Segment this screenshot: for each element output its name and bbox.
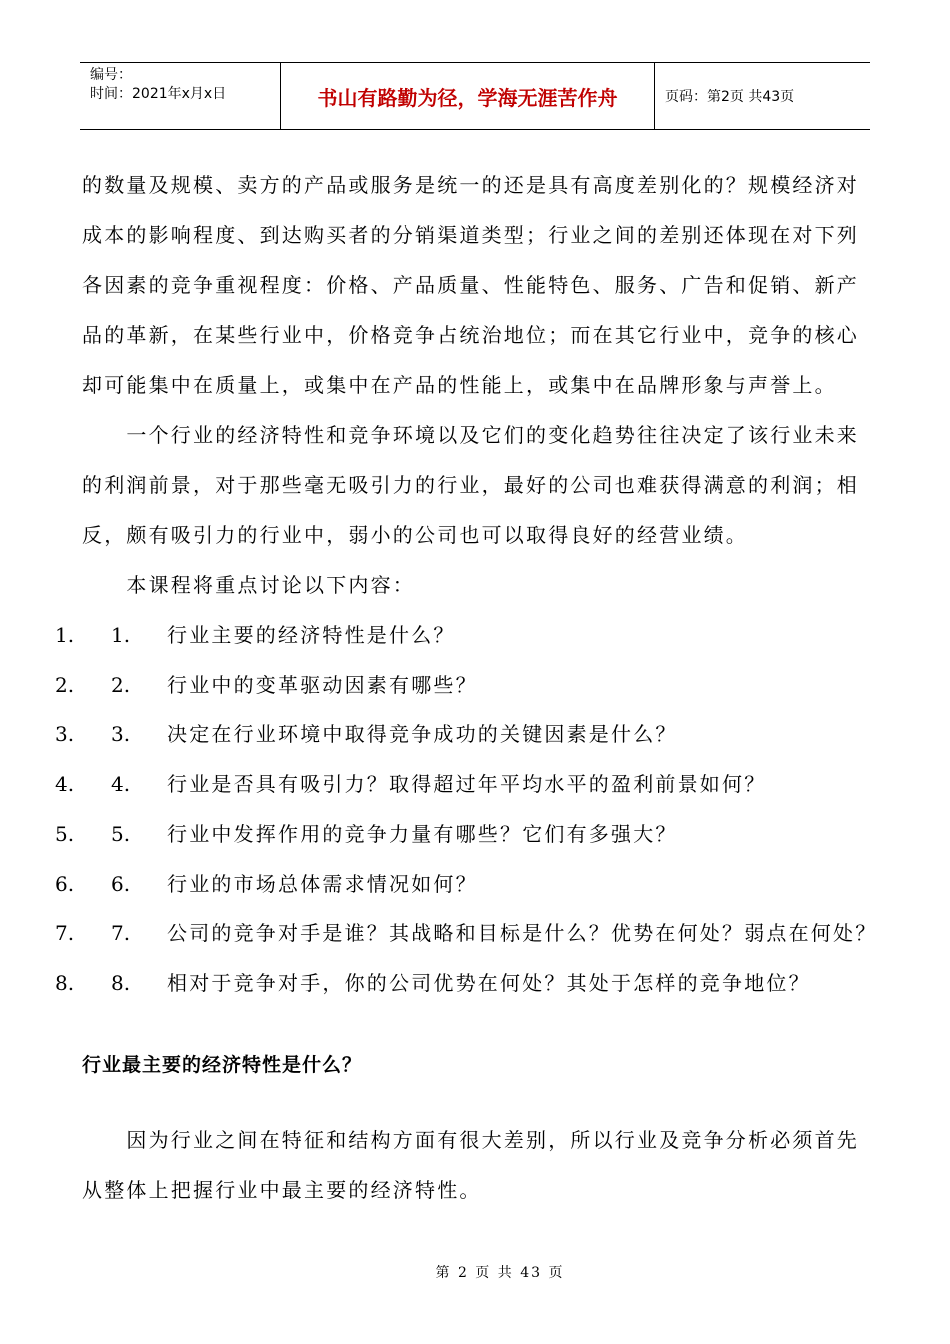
list-item-text: 行业中发挥作用的竞争力量有哪些？它们有多强大？: [167, 822, 678, 846]
list-item-text: 相对于竞争对手，你的公司优势在何处？其处于怎样的竞争地位？: [167, 971, 811, 995]
list-inner-number: 8.: [111, 971, 131, 995]
section-heading: 行业最主要的经济特性是什么？: [82, 1054, 363, 1076]
list-outer-number: 2.: [55, 673, 75, 697]
list-inner-number: 7.: [111, 921, 131, 945]
list-item-text: 行业是否具有吸引力？取得超过年平均水平的盈利前景如何？: [167, 772, 767, 796]
paragraph-line: 的利润前景，对于那些毫无吸引力的行业，最好的公司也难获得满意的利润；相: [82, 473, 859, 497]
list-item: [0, 819, 950, 849]
page-header: [80, 62, 870, 130]
list-item: [0, 968, 950, 998]
list-item: [0, 918, 950, 948]
list-item: [0, 670, 950, 700]
list-inner-number: 3.: [111, 722, 131, 746]
list-outer-number: 3.: [55, 722, 75, 746]
paragraph-3: [82, 560, 872, 610]
list-outer-number: 6.: [55, 872, 75, 896]
list-item-text: 行业主要的经济特性是什么？: [167, 623, 456, 647]
list-item-text: 行业中的变革驱动因素有哪些？: [167, 673, 478, 697]
document-time-label: 时间：2021年x月x日: [90, 86, 227, 102]
list-outer-number: 7.: [55, 921, 75, 945]
paragraph-line: 却可能集中在质量上，或集中在产品的性能上，或集中在品牌形象与声誉上。: [82, 373, 837, 397]
paragraph-line: 成本的影响程度、到达购买者的分销渠道类型；行业之间的差别还体现在对下列: [82, 223, 859, 247]
list-item-text: 行业的市场总体需求情况如何？: [167, 872, 478, 896]
paragraph-line: 本课程将重点讨论以下内容：: [82, 573, 415, 597]
list-outer-number: 1.: [55, 623, 75, 647]
document-number-label: 编号：: [90, 67, 132, 83]
header-meta: [80, 63, 281, 129]
paragraph-line: 品的革新，在某些行业中，价格竞争占统治地位；而在其它行业中，竞争的核心: [82, 323, 859, 347]
list-item: [0, 869, 950, 899]
page-footer: 第 2 页 共 43 页: [435, 1265, 565, 1281]
header-motto: 书山有路勤为径，学海无涯苦作舟: [281, 63, 655, 129]
header-page-number: 页码：第2页 共43页: [665, 89, 795, 105]
paragraph-line: 从整体上把握行业中最主要的经济特性。: [82, 1178, 482, 1202]
list-inner-number: 4.: [111, 772, 131, 796]
list-inner-number: 2.: [111, 673, 131, 697]
list-item-text: 决定在行业环境中取得竞争成功的关键因素是什么？: [167, 722, 678, 746]
paragraph-2: [82, 410, 872, 560]
paragraph-line: 的数量及规模、卖方的产品或服务是统一的还是具有高度差别化的？规模经济对: [82, 173, 859, 197]
list-item: [0, 719, 950, 749]
paragraph-line: 反，颇有吸引力的行业中，弱小的公司也可以取得良好的经营业绩。: [82, 523, 748, 547]
list-inner-number: 5.: [111, 822, 131, 846]
paragraph-4: [82, 1115, 872, 1215]
list-item-text: 公司的竞争对手是谁？其战略和目标是什么？优势在何处？弱点在何处？: [167, 921, 878, 945]
list-inner-number: 6.: [111, 872, 131, 896]
paragraph-line: 各因素的竞争重视程度：价格、产品质量、性能特色、服务、广告和促销、新产: [82, 273, 859, 297]
list-item: [0, 769, 950, 799]
list-outer-number: 4.: [55, 772, 75, 796]
list-inner-number: 1.: [111, 623, 131, 647]
paragraph-1: [82, 160, 872, 410]
list-outer-number: 5.: [55, 822, 75, 846]
list-item: [0, 620, 950, 650]
paragraph-line: 一个行业的经济特性和竞争环境以及它们的变化趋势往往决定了该行业未来: [82, 423, 859, 447]
list-outer-number: 8.: [55, 971, 75, 995]
paragraph-line: 因为行业之间在特征和结构方面有很大差别，所以行业及竞争分析必须首先: [82, 1128, 859, 1152]
